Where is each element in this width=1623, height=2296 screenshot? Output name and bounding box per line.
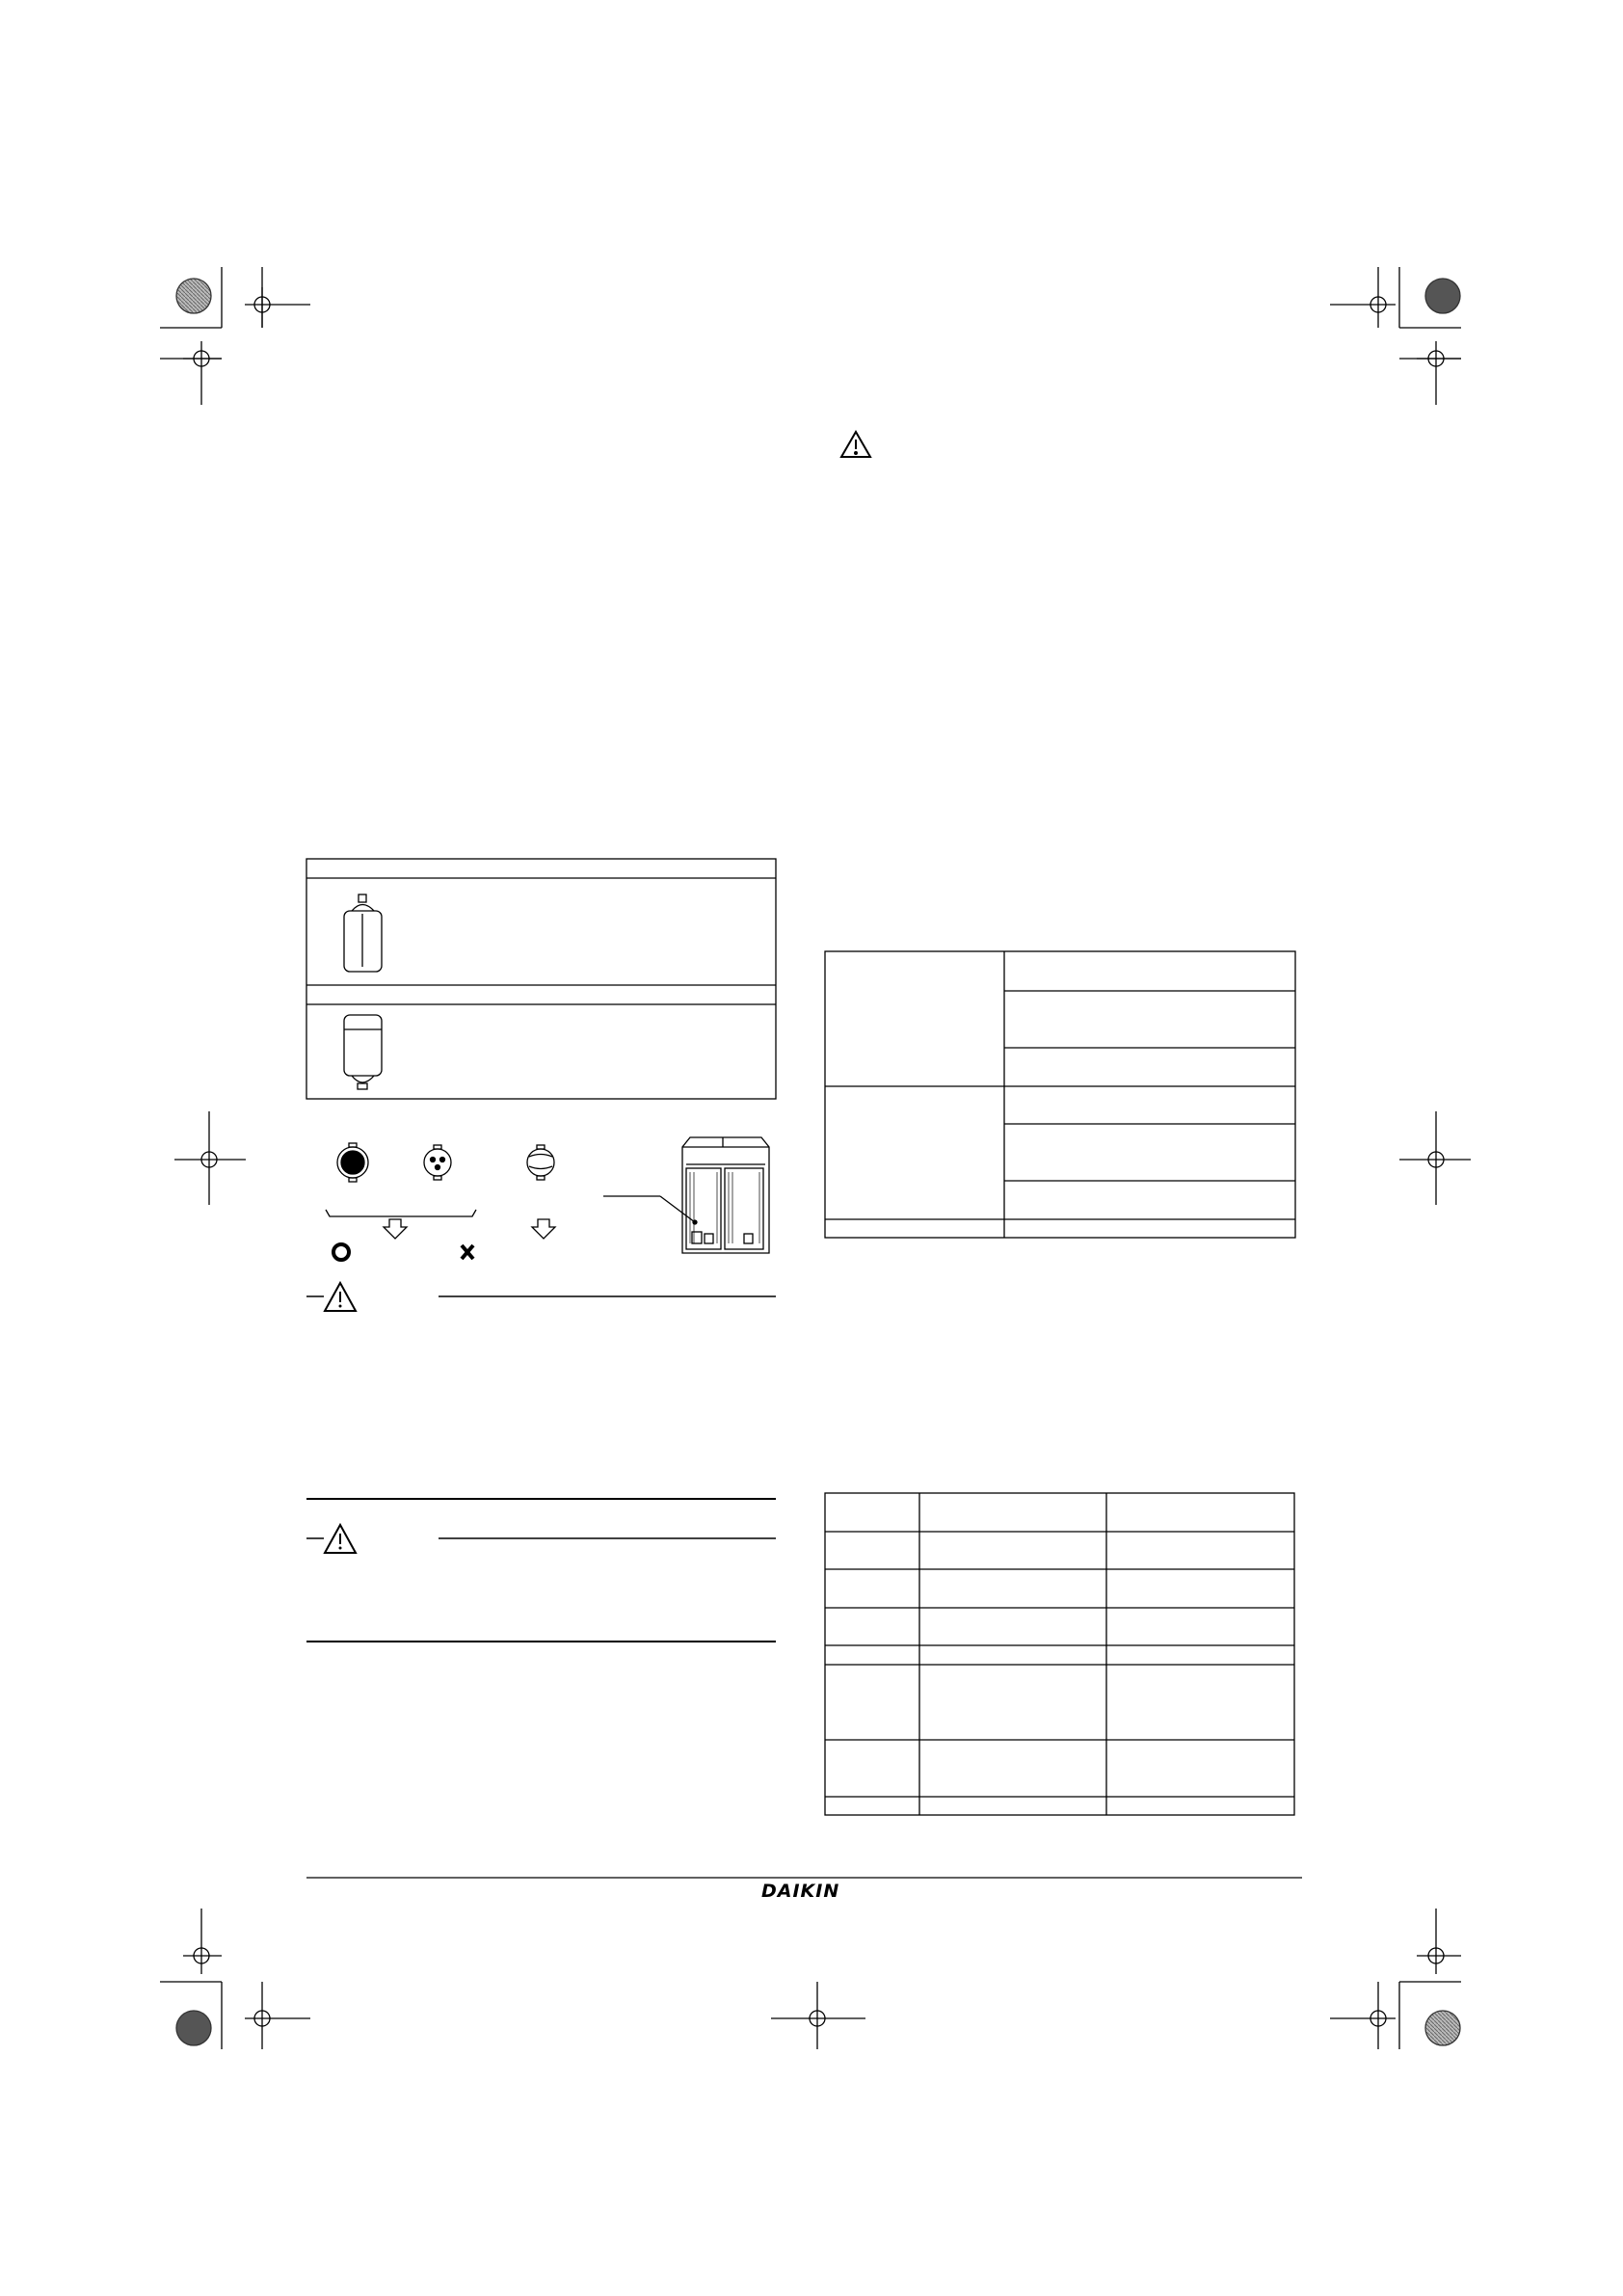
cross-mark-icon [462, 1245, 473, 1259]
caution-block-2 [306, 1525, 776, 1553]
warning-icon [841, 432, 870, 457]
refrigerant-cylinder-box [306, 859, 776, 1099]
spec-table-1 [825, 951, 1295, 1238]
outdoor-unit-drawing [603, 1137, 769, 1253]
crop-mark-mid-right [1399, 1111, 1471, 1205]
crop-mark-bottom-center [771, 1982, 865, 2049]
daikin-logo: DAIKIN [761, 1881, 840, 1902]
crop-mark-bottom-left [160, 1909, 310, 2049]
caution-block-1 [306, 1283, 776, 1311]
crop-mark-bottom-right [1330, 1909, 1461, 2049]
crop-mark-top-left [160, 267, 310, 405]
crop-mark-mid-left [174, 1111, 246, 1205]
gauge-icons [326, 1143, 555, 1239]
ok-mark-icon [333, 1244, 349, 1260]
crop-mark-top-right [1330, 267, 1461, 405]
spec-table-2 [825, 1493, 1294, 1815]
